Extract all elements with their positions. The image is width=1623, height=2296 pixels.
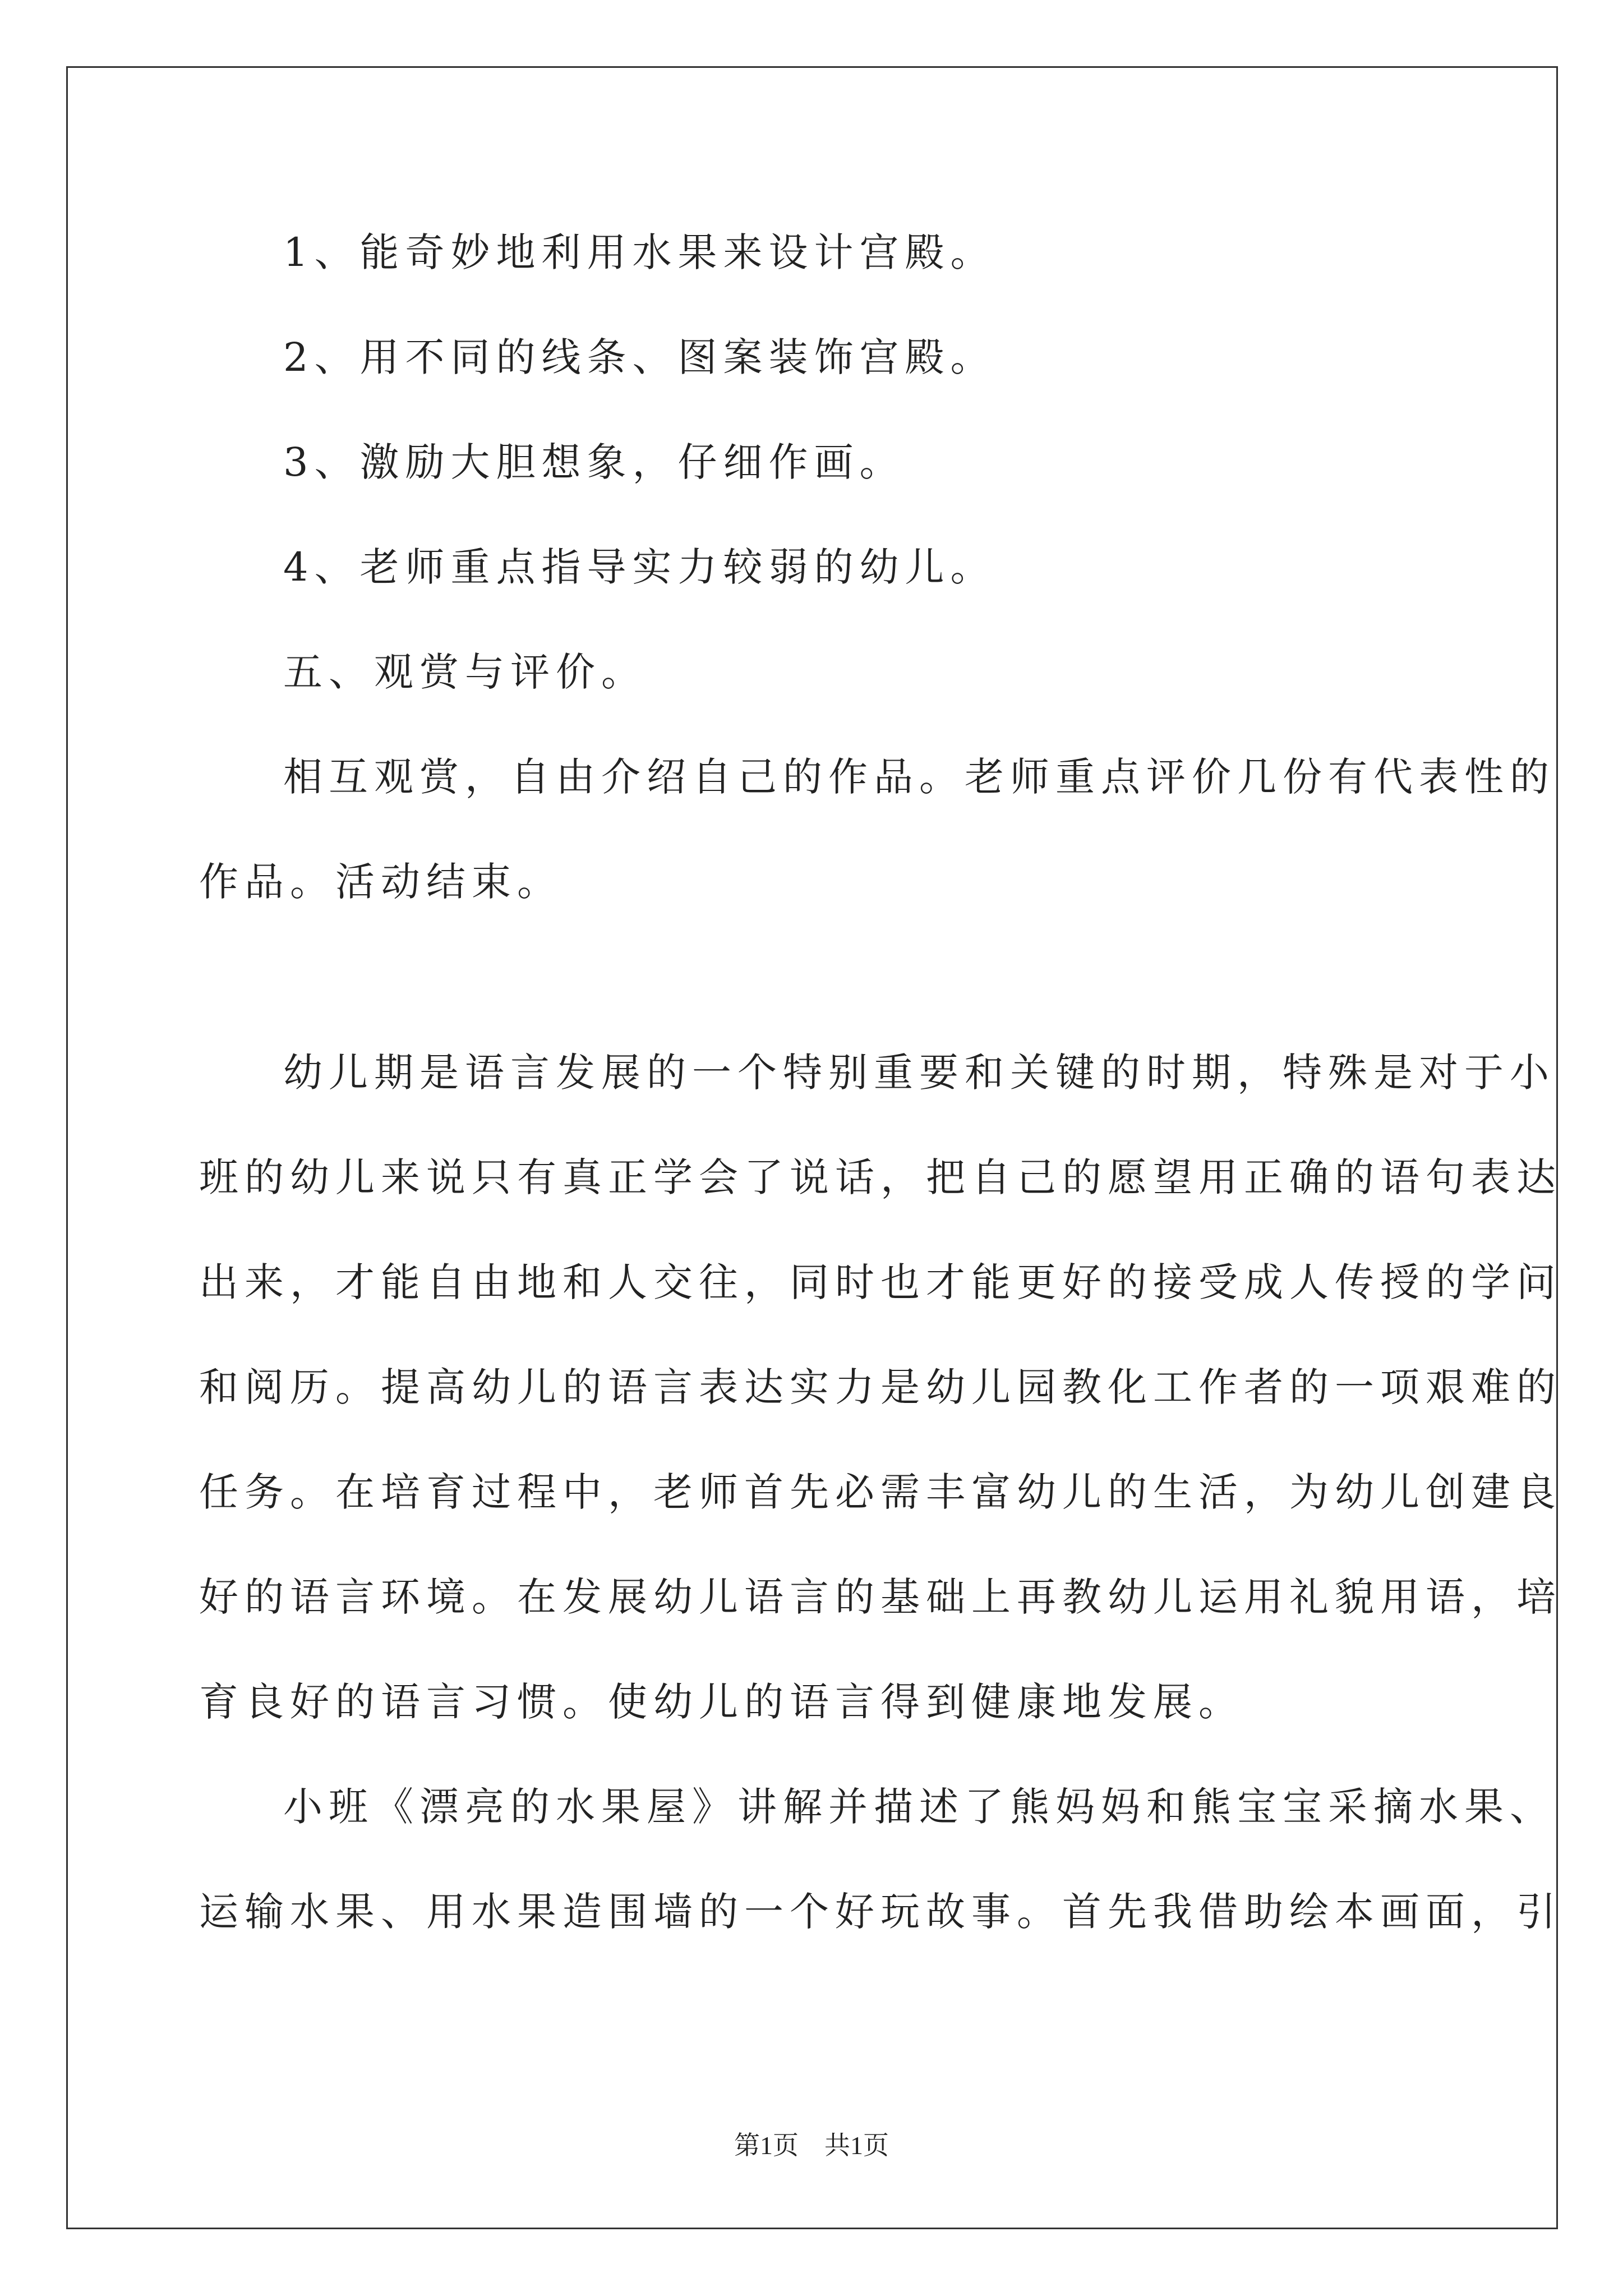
paragraph-line: 和阅历。提高幼儿的语言表达实力是幼儿园教化工作者的一项艰难的 [199, 1364, 1562, 1410]
list-item-2: 2、用不同的线条、图案装饰宫殿。 [283, 334, 996, 380]
paragraph-line: 出来，才能自由地和人交往，同时也才能更好的接受成人传授的学问 [199, 1259, 1562, 1305]
paragraph-line: 育良好的语言习惯。使幼儿的语言得到健康地发展。 [199, 1679, 1244, 1725]
paragraph-line: 作品。活动结束。 [199, 859, 562, 905]
list-item-1: 1、能奇妙地利用水果来设计宫殿。 [283, 229, 996, 275]
paragraph-line: 任务。在培育过程中，老师首先必需丰富幼儿的生活，为幼儿创建良 [199, 1469, 1562, 1515]
paragraph-line: 幼儿期是语言发展的一个特别重要和关键的时期，特殊是对于小 [283, 1050, 1555, 1096]
paragraph-line: 班的幼儿来说只有真正学会了说话，把自己的愿望用正确的语句表达 [199, 1154, 1562, 1200]
list-item-4: 4、老师重点指导实力较弱的幼儿。 [283, 544, 996, 590]
paragraph-line: 小班《漂亮的水果屋》讲解并描述了熊妈妈和熊宝宝采摘水果、 [283, 1784, 1555, 1830]
page-number: 第1页 共1页 [734, 2131, 889, 2160]
paragraph-line: 好的语言环境。在发展幼儿语言的基础上再教幼儿运用礼貌用语，培 [199, 1574, 1562, 1620]
list-item-3: 3、激励大胆想象，仔细作画。 [283, 439, 905, 485]
paragraph-line: 运输水果、用水果造围墙的一个好玩故事。首先我借助绘本画面，引 [199, 1889, 1562, 1935]
paragraph-line: 相互观赏，自由介绍自己的作品。老师重点评价几份有代表性的 [283, 754, 1555, 800]
section-heading-5: 五、观赏与评价。 [283, 649, 647, 695]
